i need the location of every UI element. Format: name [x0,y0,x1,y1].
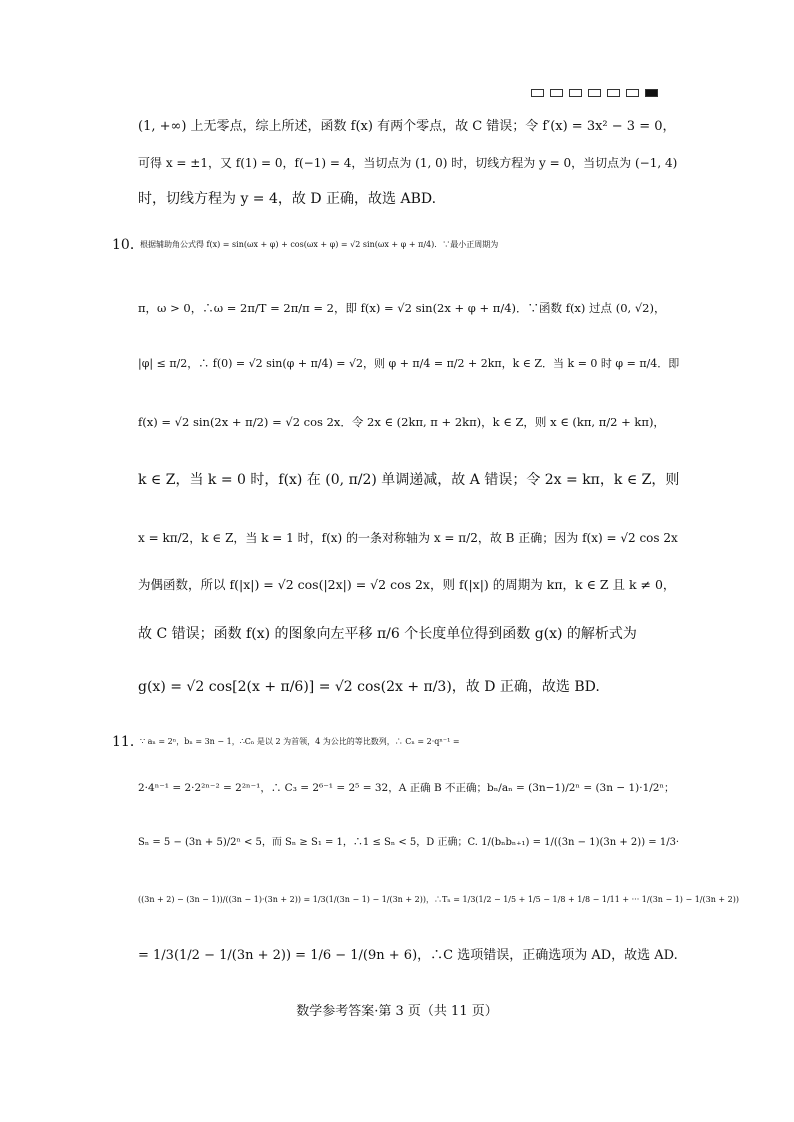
page-mark [550,89,563,97]
q11-line-4: ((3n + 2) − (3n − 1))/((3n − 1)·(3n + 2)) = 1/3(1/(3n − 1) − 1/(3n + 2))，∴Tₙ = 1/3(1/2 − 1/5 + 1/5 − 1/8 + 1/8 − 1/11 + ··· 1/(3n − 1) − 1/(3n + 2)) [138,895,739,904]
q9-line-3: 时，切线方程为 y = 4，故 D 正确，故选 ABD. [138,191,437,207]
page-mark-current [645,89,658,97]
q11-line-2: 2·4ⁿ⁻¹ = 2·2²ⁿ⁻² = 2²ⁿ⁻¹，∴ C₃ = 2⁶⁻¹ = 2⁵ = 32，A 正确 B 不正确；bₙ/aₙ = (3n−1)/2ⁿ = (3n − 1)·1/2ⁿ； [138,782,675,794]
q11-line-1: ∵ aₙ = 2ⁿ，bₙ = 3n − 1，∴Cₙ 是以 2 为首领，4 为公比的等比数列，∴ Cₙ = 2·qⁿ⁻¹ = [140,737,460,746]
q10-line-4: f(x) = √2 sin(2x + π/2) = √2 cos 2x．令 2x ∈ (2kπ, π + 2kπ)，k ∈ Z，则 x ∈ (kπ, π/2 + kπ)， [138,415,665,429]
q11-line-5: = 1/3(1/2 − 1/(3n + 2)) = 1/6 − 1/(9n + 6)，∴C 选项错误，正确选项为 AD，故选 AD. [138,948,678,963]
q10-line-7: 为偶函数，所以 f(|x|) = √2 cos(|2x|) = √2 cos 2x，则 f(|x|) 的周期为 kπ，k ∈ Z 且 k ≠ 0， [138,577,676,592]
q11-line-3: Sₙ = 5 − (3n + 5)/2ⁿ < 5，而 Sₙ ≥ S₁ = 1，∴1 ≤ Sₙ < 5，D 正确；C. 1/(bₙbₙ₊₁) = 1/((3n − 1)(3n + 2)) = 1/3· [138,837,680,848]
q10-number: 10． [112,237,144,253]
q10-line-3: |φ| ≤ π/2，∴ f(0) = √2 sin(φ + π/4) = √2，则 φ + π/4 = π/2 + 2kπ，k ∈ Z．当 k = 0 时 φ = π/4．即 [138,357,680,370]
page-mark [607,89,620,97]
header-page-marks [531,89,658,97]
q9-line-1: (1, +∞) 上无零点，综上所述，函数 f(x) 有两个零点，故 C 错误；令 f′(x) = 3x² − 3 = 0， [138,119,676,134]
page-mark [569,89,582,97]
page-footer: 数学参考答案·第 3 页（共 11 页） [296,1004,498,1019]
q10-line-2: π，ω > 0，∴ω = 2π/T = 2π/π = 2，即 f(x) = √2 sin(2x + φ + π/4)．∵函数 f(x) 过点 (0, √2)， [138,301,666,315]
q10-line-1: 根据辅助角公式得 f(x) = sin(ωx + φ) + cos(ωx + φ) = √2 sin(ωx + φ + π/4)．∵最小正周期为 [140,240,499,249]
q11-number: 11． [112,734,144,750]
q10-line-5: k ∈ Z，当 k = 0 时，f(x) 在 (0, π/2) 单调递减，故 A 错误；令 2x = kπ，k ∈ Z，则 [138,472,680,488]
page-mark [531,89,544,97]
page-mark [626,89,639,97]
q10-line-6: x = kπ/2，k ∈ Z，当 k = 1 时，f(x) 的一条对称轴为 x = π/2，故 B 正确；因为 f(x) = √2 cos 2x [138,531,678,545]
page-mark [588,89,601,97]
q10-line-9: g(x) = √2 cos[2(x + π/6)] = √2 cos(2x + π/3)，故 D 正确，故选 BD. [138,679,600,695]
q10-line-8: 故 C 错误；函数 f(x) 的图象向左平移 π/6 个长度单位得到函数 g(x) 的解析式为 [138,626,637,642]
q9-line-2: 可得 x = ±1，又 f(1) = 0，f(−1) = 4，当切点为 (1, 0) 时，切线方程为 y = 0，当切点为 (−1, 4) [138,156,678,170]
